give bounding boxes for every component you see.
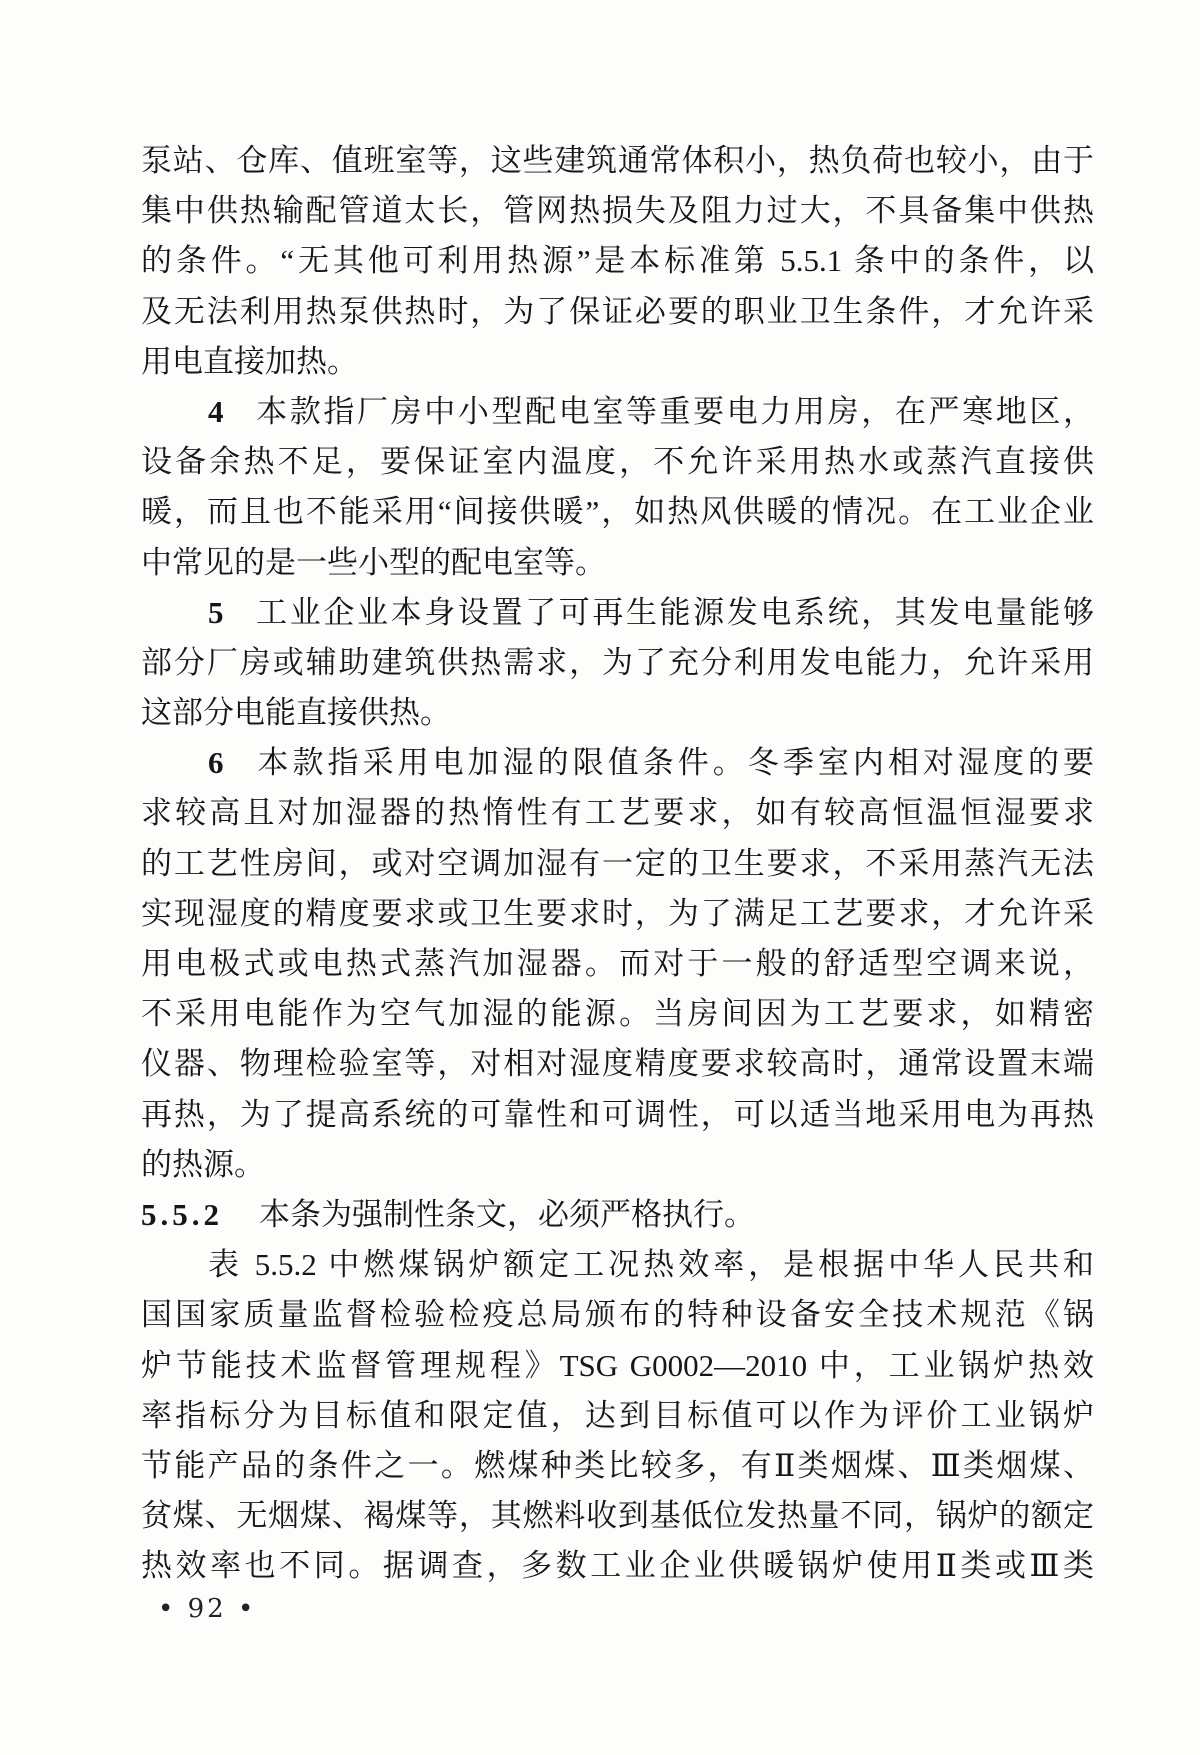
text-line: 设备余热不足，要保证室内温度，不允许采用热水或蒸汽直接供 bbox=[141, 444, 1094, 480]
item-number: 5 bbox=[208, 594, 224, 630]
text-line: 贫煤、无烟煤、褐煤等，其燃料收到基低位发热量不同，锅炉的额定 bbox=[141, 1498, 1094, 1534]
text-line: 中常见的是一些小型的配电室等。 bbox=[141, 544, 606, 580]
text-line: 率指标分为目标值和限定值，达到目标值可以作为评价工业锅炉 bbox=[141, 1397, 1094, 1433]
clause-number: 5.5.2 bbox=[141, 1196, 223, 1232]
text-line: 暖，而且也不能采用“间接供暖”，如热风供暖的情况。在工业企业 bbox=[141, 494, 1094, 530]
paragraph-item-5 bbox=[141, 588, 1094, 739]
text-line: 仪器、物理检验室等，对相对湿度精度要求较高时，通常设置末端 bbox=[141, 1046, 1094, 1082]
text-line-first bbox=[141, 588, 1094, 638]
item-number: 6 bbox=[208, 745, 224, 781]
text-line: 这部分电能直接供热。 bbox=[141, 695, 451, 731]
text-line: 用电极式或电热式蒸汽加湿器。而对于一般的舒适型空调来说， bbox=[141, 946, 1094, 981]
paragraph-item-4 bbox=[141, 387, 1094, 588]
text-line-first bbox=[141, 387, 1094, 437]
clause-heading-line bbox=[141, 1190, 1094, 1240]
body-text bbox=[141, 136, 1094, 1591]
text-line: 国国家质量监督检验检疫总局颁布的特种设备安全技术规范《锅 bbox=[141, 1297, 1094, 1333]
text-line: 的条件。“无其他可利用热源”是本标准第 5.5.1 条中的条件，以 bbox=[141, 243, 1094, 279]
text-line: 集中供热输配管道太长，管网热损失及阻力过大，不具备集中供热 bbox=[141, 193, 1094, 229]
text-line-content: 本条为强制性条文，必须严格执行。 bbox=[259, 1196, 755, 1232]
paragraph-clause-5-5-2 bbox=[141, 1190, 1094, 1240]
text-line-content: 本款指厂房中小型配电室等重要电力用房，在严寒地区， bbox=[253, 393, 1094, 429]
text-line: 实现湿度的精度要求或卫生要求时，为了满足工艺要求，才允许采 bbox=[141, 895, 1094, 931]
text-line: 的热源。 bbox=[141, 1146, 265, 1182]
text-line-first: 表 5.5.2 中燃煤锅炉额定工况热效率，是根据中华人民共和 bbox=[208, 1247, 1094, 1283]
text-line: 炉节能技术监督管理规程》TSG G0002—2010 中，工业锅炉热效 bbox=[141, 1347, 1094, 1383]
text-line: 热效率也不同。据调查，多数工业企业供暖锅炉使用Ⅱ类或Ⅲ类 bbox=[141, 1548, 1094, 1584]
text-line: 部分厂房或辅助建筑供热需求，为了充分利用发电能力，允许采用 bbox=[141, 644, 1094, 680]
text-line-content: 本款指采用电加湿的限值条件。冬季室内相对湿度的要 bbox=[253, 745, 1094, 781]
text-line-content: 工业企业本身设置了可再生能源发电系统，其发电量能够 bbox=[253, 594, 1094, 630]
text-line-first bbox=[141, 738, 1094, 788]
paragraph-table-explanation bbox=[141, 1240, 1094, 1591]
text-line: 及无法利用热泵供热时，为了保证必要的职业卫生条件，才允许采 bbox=[141, 293, 1094, 329]
text-line: 求较高且对加湿器的热惰性有工艺要求，如有较高恒温恒湿要求 bbox=[141, 795, 1094, 831]
item-number: 4 bbox=[208, 393, 224, 429]
text-line: 节能产品的条件之一。燃煤种类比较多，有Ⅱ类烟煤、Ⅲ类烟煤、 bbox=[141, 1447, 1094, 1483]
text-line: 泵站、仓库、值班室等，这些建筑通常体积小，热负荷也较小，由于 bbox=[141, 143, 1094, 178]
paragraph-continuation bbox=[141, 136, 1094, 387]
text-line: 不采用电能作为空气加湿的能源。当房间因为工艺要求，如精密 bbox=[141, 996, 1094, 1032]
text-line: 再热，为了提高系统的可靠性和可调性，可以适当地采用电为再热 bbox=[141, 1096, 1094, 1132]
page-number: • 92 • bbox=[158, 1594, 257, 1624]
text-line: 用电直接加热。 bbox=[141, 343, 358, 379]
paragraph-item-6 bbox=[141, 738, 1094, 1190]
text-line: 的工艺性房间，或对空调加湿有一定的卫生要求，不采用蒸汽无法 bbox=[141, 845, 1094, 881]
